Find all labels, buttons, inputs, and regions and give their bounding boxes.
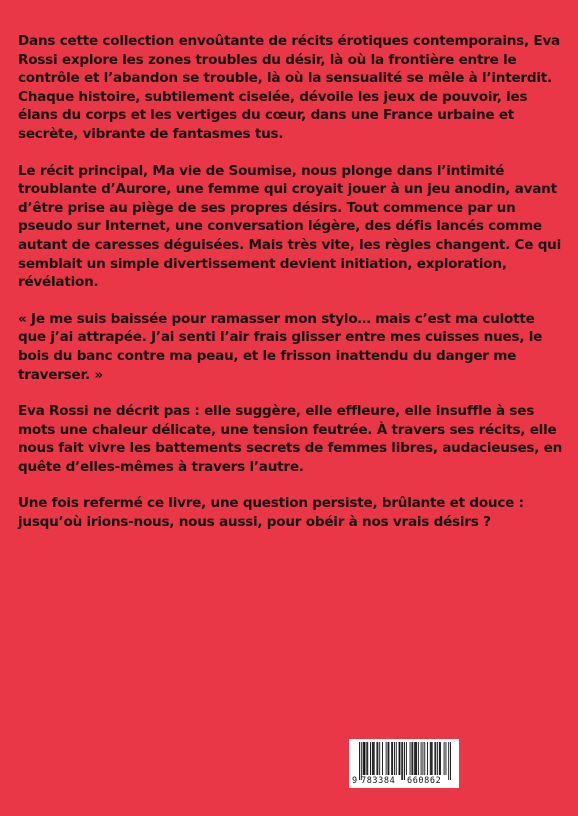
barcode-bar (377, 742, 378, 775)
barcode-bar (399, 742, 400, 775)
barcode-bar (444, 742, 445, 775)
barcode-bar (374, 742, 375, 775)
paragraph-author: Eva Rossi ne décrit pas : elle suggère, elle effleure, elle insuffle à ses mots une chaleur délicate, une tension feutrée. À travers ses récits, elle nous fait vivre les battements secrets de femmes libres, audacieuses, en quête d’elles-mêmes à travers l’autre. (18, 403, 563, 475)
barcode-bar (440, 742, 441, 775)
barcode-bar (392, 742, 393, 775)
barcode-bar (431, 742, 432, 775)
barcode-bar (376, 742, 377, 775)
barcode-bar (386, 742, 387, 775)
barcode-bar (365, 742, 366, 775)
paragraph-closing: Une fois refermé ce livre, une question persiste, brûlante et douce : jusqu’où irions-nous, nous aussi, pour obéir à nos vrais désirs ? (18, 495, 524, 531)
barcode-bar (396, 742, 397, 775)
barcode-bar (373, 742, 374, 775)
barcode-bar (430, 742, 431, 775)
barcode-bar (435, 742, 436, 775)
barcode-bar (367, 742, 368, 775)
barcode-bar (410, 742, 411, 775)
paragraph-main-story: Le récit principal, Ma vie de Soumise, nous plonge dans l’intimité troublante d’Aurore, une femme qui croyait jouer à un jeu anodin, avant d’être prise au piège de ses propres désirs. Tout commence par un pseudo sur Internet, une conversation légère, des défis lancés comme autant de caresses déguisées. Mais très vite, les règles changent. Ce qui semblait un simple divertissement devient initiation, exploration, révélation. (18, 162, 562, 291)
barcode-bar (424, 742, 425, 775)
barcode-bar (402, 742, 403, 780)
barcode-right-digits: 660862 (407, 776, 442, 786)
barcode-first-digit: 9 (352, 776, 358, 786)
barcode-bar (359, 742, 360, 780)
barcode-bar (404, 742, 405, 780)
barcode-bar (445, 742, 446, 775)
barcode-bar (394, 742, 395, 775)
barcode-bar (437, 742, 438, 775)
barcode-bar (388, 742, 389, 775)
barcode-bar (422, 742, 423, 775)
barcode-bar (439, 742, 440, 775)
barcode-bar (401, 742, 402, 780)
barcode-bar (412, 742, 413, 775)
barcode-bar (416, 742, 417, 775)
barcode-bar (379, 742, 380, 775)
barcode-bar (388, 742, 389, 775)
barcode-bar (364, 742, 365, 775)
barcode-bar (372, 742, 373, 775)
barcode-bar (382, 742, 383, 775)
barcode-bar (363, 742, 364, 775)
barcode-bar (406, 742, 407, 775)
barcode-bar (399, 742, 400, 775)
barcode-bar (448, 742, 449, 780)
back-cover-text (18, 32, 566, 550)
barcode-bar (391, 742, 392, 775)
paragraph-intro: Dans cette collection envoûtante de récits érotiques contemporains, Eva Rossi explore les zones troubles du désir, là où la frontière entre le contrôle et l’abandon se trouble, là où la sensualité se mêle à l’interdit. Chaque histoire, subtilement ciselée, dévoile les jeux de pouvoir, les élans du corps et les vertiges du cœur, dans une France urbaine et secrète, vibrante de fantasmes tus. (18, 33, 560, 142)
barcode-bar (414, 742, 415, 775)
barcode-bar (427, 742, 428, 775)
barcode-bar (418, 742, 419, 775)
barcode-bar (434, 742, 435, 775)
paragraph-quote: « Je me suis baissée pour ramasser mon stylo… mais c’est ma culotte que j’ai attrapée. J’ai senti l’air frais glisser entre mes cuisses nues, le bois du banc contre ma peau, et le frisson inattendu du danger me traverser. » (18, 310, 543, 383)
barcode-bar (366, 742, 367, 775)
barcode-bar (450, 742, 451, 780)
barcode-bar (421, 742, 422, 775)
isbn-barcode (349, 739, 459, 788)
barcode-left-digits: 783384 (361, 776, 396, 786)
barcode-bar (432, 742, 433, 775)
barcode-bar (411, 742, 412, 775)
barcode-bar (370, 742, 371, 775)
barcode-bar (415, 742, 416, 775)
